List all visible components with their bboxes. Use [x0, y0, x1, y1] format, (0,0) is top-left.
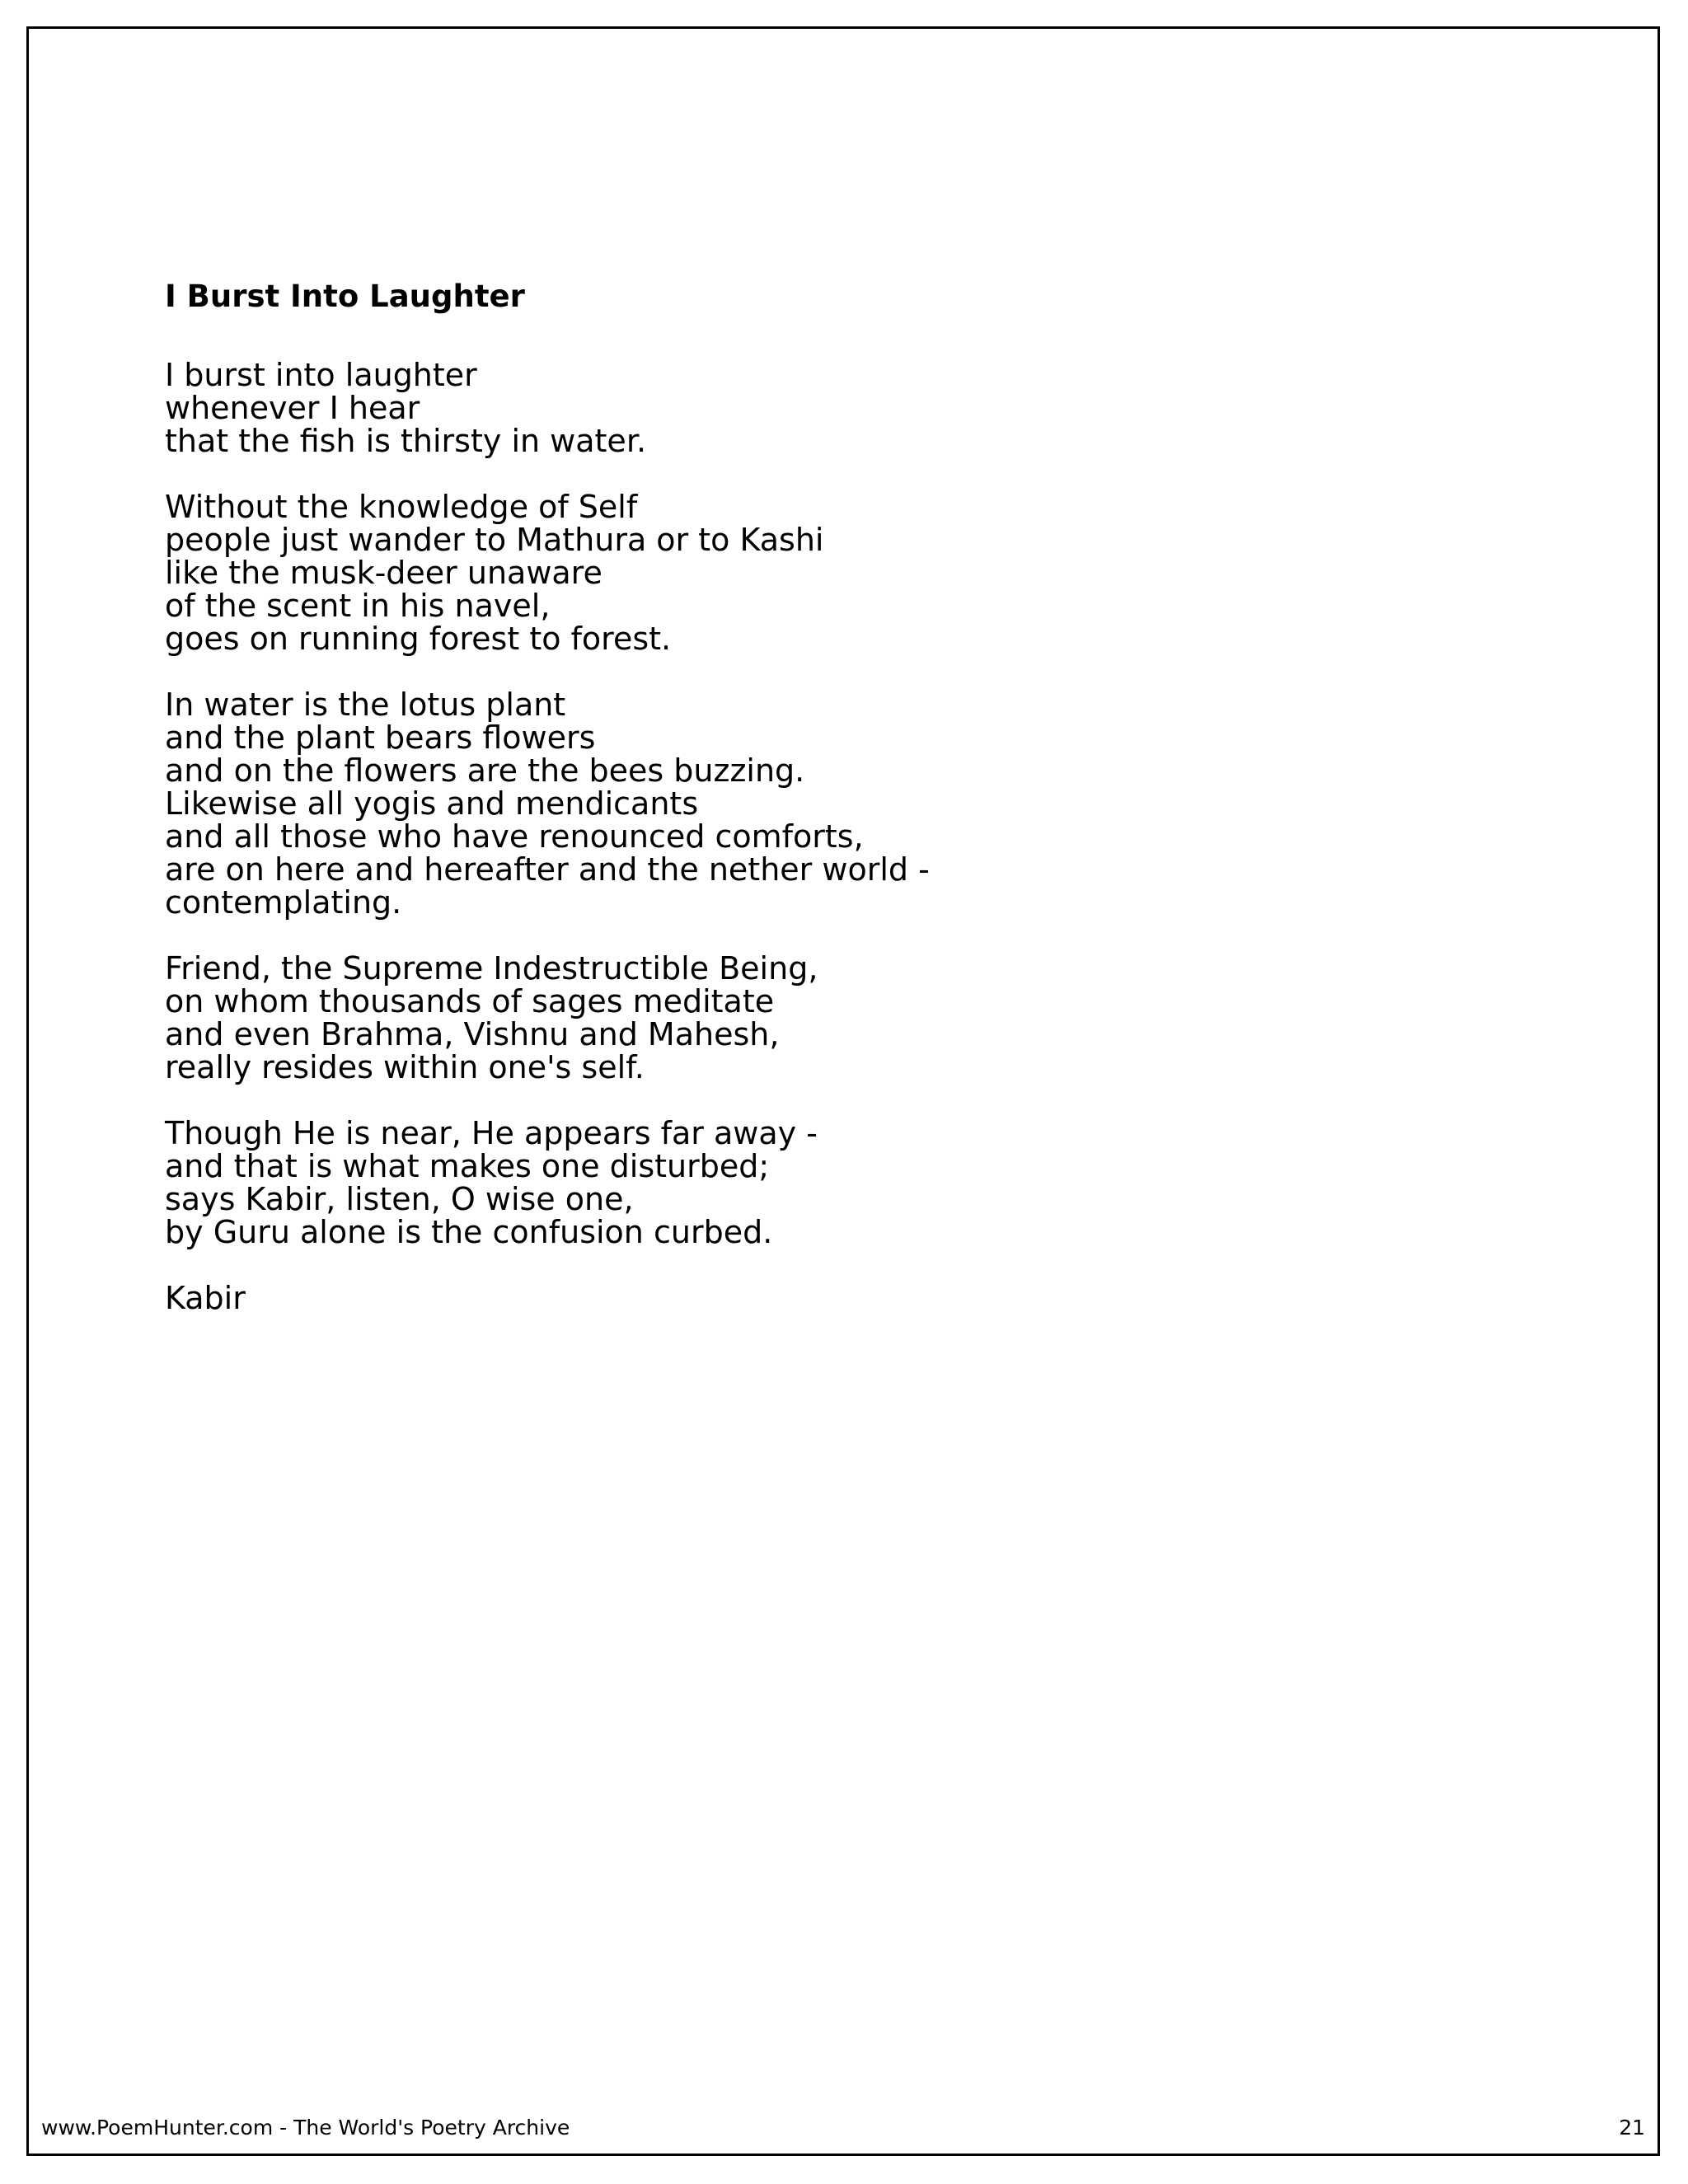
poem-line: Friend, the Supreme Indestructible Being, — [165, 950, 818, 987]
poem-line: Likewise all yogis and mendicants — [165, 785, 699, 822]
poem-line: and the plant bears flowers — [165, 719, 596, 756]
poem-line: I burst into laughter — [165, 357, 477, 393]
poem-line: of the scent in his navel, — [165, 588, 551, 624]
poem-author: Kabir — [165, 1280, 246, 1316]
poem-line: whenever I hear — [165, 390, 420, 426]
poem-line: and on the flowers are the bees buzzing. — [165, 752, 805, 789]
stanza-4 — [165, 952, 1401, 1084]
poem-line: Without the knowledge of Self — [165, 489, 638, 525]
poem-line: and all those who have renounced comforts, — [165, 818, 864, 855]
poem-line: In water is the lotus plant — [165, 687, 566, 723]
poem-line: Though He is near, He appears far away - — [165, 1115, 818, 1151]
footer-source-text: www.PoemHunter.com - The World's Poetry Archive — [41, 2116, 570, 2139]
poem-line: really resides within one's self. — [165, 1049, 645, 1085]
poem-line: on whom thousands of sages meditate — [165, 983, 775, 1019]
stanza-2 — [165, 490, 1401, 655]
stanza-5 — [165, 1117, 1401, 1249]
page-number: 21 — [1619, 2116, 1645, 2139]
poem-title: I Burst Into Laughter — [165, 279, 525, 314]
stanza-3 — [165, 688, 1401, 919]
stanza-1 — [165, 359, 1401, 457]
poem-line: are on here and hereafter and the nether world - — [165, 851, 930, 888]
poem-line: by Guru alone is the confusion curbed. — [165, 1214, 773, 1250]
poem-line: people just wander to Mathura or to Kashi — [165, 522, 824, 558]
poem-line: and even Brahma, Vishnu and Mahesh, — [165, 1016, 780, 1052]
poem-line: goes on running forest to forest. — [165, 621, 672, 657]
poem-line: that the fish is thirsty in water. — [165, 423, 647, 459]
poem-line: and that is what makes one disturbed; — [165, 1148, 770, 1184]
poem-line: like the musk-deer unaware — [165, 555, 603, 591]
poem-line: says Kabir, listen, O wise one, — [165, 1181, 634, 1217]
poem-body — [165, 359, 1401, 1315]
poem-line: contemplating. — [165, 884, 402, 921]
